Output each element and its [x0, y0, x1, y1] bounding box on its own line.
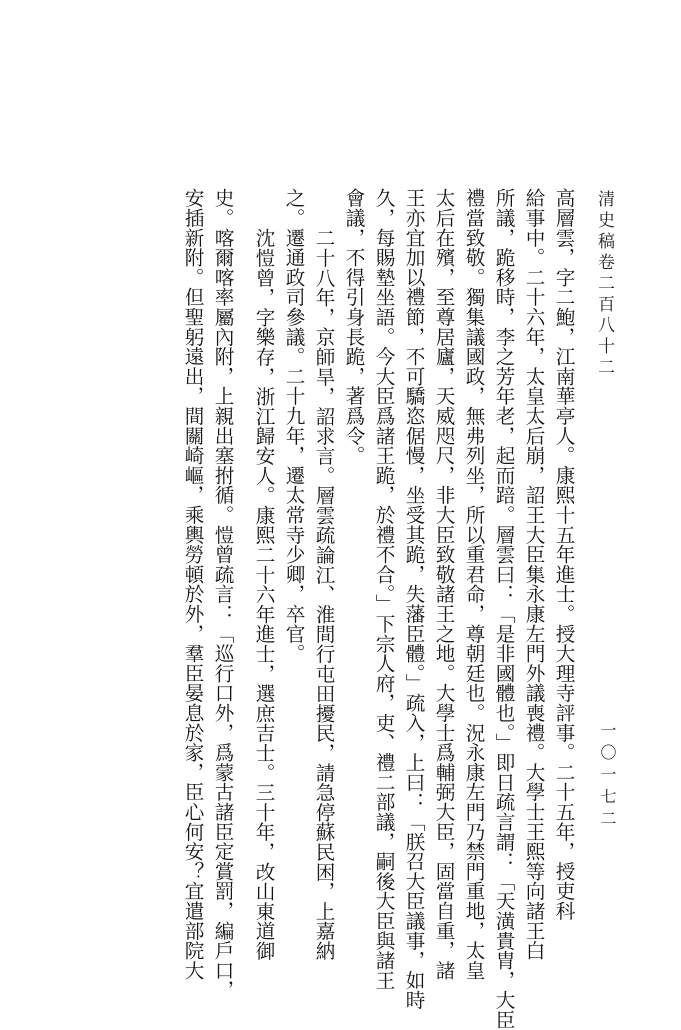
text-column: 二十八年，京師旱，詔求言。層雲疏論江、淮間行屯田擾民，請急停蘇民困，上嘉納 — [312, 228, 335, 961]
text-column: 會議，不得引身長跪，著爲令。 — [342, 188, 365, 466]
text-column: 給事中。二十六年，太皇太后崩，詔王大臣集永康左門外議喪禮。大學士王熙等向諸王白 — [522, 188, 545, 961]
text-column: 太后在殯，至尊居廬，天威咫尺，非大臣致敬諸王之地。大學士爲輔弼大臣，固當自重，諸 — [432, 188, 455, 980]
page-number: 一〇一七二 — [598, 722, 617, 832]
text-column: 史。喀爾喀率屬內附，上親出塞拊循。愷曾疏言：「巡行口外，爲蒙古諸臣定賞罰，編戶口， — [211, 188, 234, 1000]
text-column: 王亦宜加以禮節，不可驕恣倨慢，坐受其跪，失藩臣體。」疏入，上曰：「朕召大臣議事，如時 — [402, 188, 425, 1010]
running-title: 清史稿卷二百八十二 — [594, 190, 614, 379]
text-column: 高層雲，字二鮑，江南華亭人。康熙十五年進士。授大理寺評事。二十五年，授吏科 — [552, 188, 575, 921]
text-column: 之。遷通政司參議。二十九年，遷太常寺少卿，卒官。 — [282, 188, 305, 664]
text-column: 禮當致敬。獨集議國政，無弗列坐，所以重君命，尊朝廷也。況永康左門乃禁門重地，太皇 — [462, 188, 485, 980]
text-column: 安插新附。但聖躬遠出，間關崎嶇，乘輿勞頓於外，羣臣晏息於家，臣心何安？宜遣部院大 — [181, 188, 204, 980]
text-column: 沈愷曾，字樂存，浙江歸安人。康熙二十六年進士，選庶吉士。三十年，改山東道御 — [252, 228, 275, 961]
vertical-text-body — [112, 188, 578, 1030]
text-column: 久，每賜墊坐語。今大臣爲諸王跪，於禮不合。」下宗人府，吏、禮二部議，嗣後大臣與諸王 — [372, 188, 395, 990]
text-column: 所議，跪移時，李之芳年老，起而踣。層雲曰：「是非國體也。」即日疏言謂：「天潢貴胄，大臣 — [492, 188, 515, 1030]
